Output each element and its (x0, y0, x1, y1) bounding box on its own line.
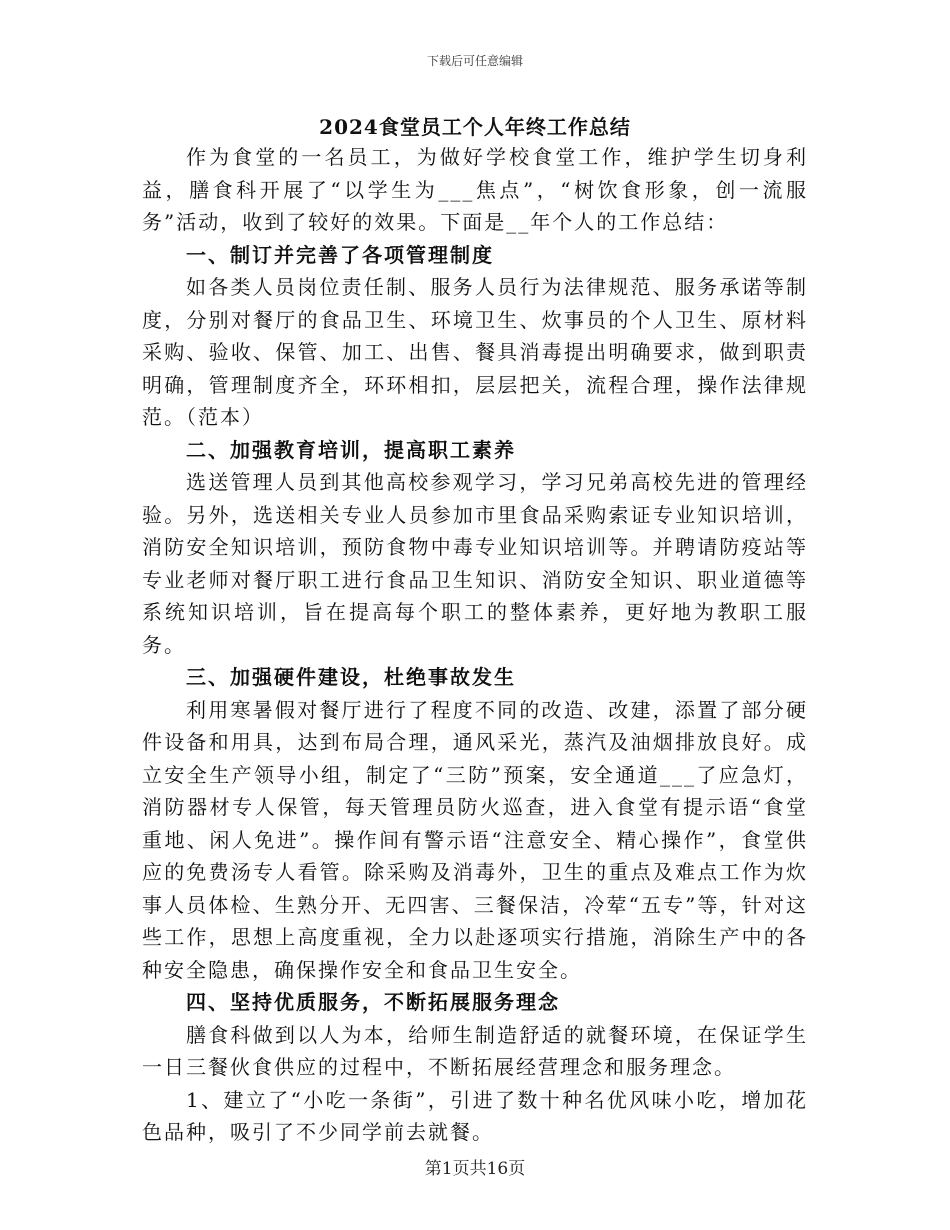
section-heading-2: 二、加强教育培训，提高职工素养 (186, 437, 516, 462)
document-body (142, 141, 808, 1149)
intro-paragraph: 作为食堂的一名员工，为做好学校食堂工作，维护学生切身利益，膳食科开展了“以学生为___焦点”，“树饮食形象，创一流服务”活动，收到了较好的效果。下面是__年个人的工作总结： (142, 145, 808, 234)
section-3-paragraph-1: 利用寒暑假对餐厅进行了程度不同的改造、改建，添置了部分硬件设备和用具，达到布局合理，通风采光，蒸汽及油烟排放良好。成立安全生产领导小组，制定了“三防”预案，安全通道___了应急灯，消防器材专人保管，每天管理员防火巡查，进入食堂有提示语“食堂重地、闲人免进”。操作间有警示语“注意安全、精心操作”，食堂供应的免费汤专人看管。除采购及消毒外，卫生的重点及难点工作为炊事人员体检、生熟分开、无四害、三餐保洁，冷荤“五专”等，针对这些工作，思想上高度重视，全力以赴逐项实行措施，消除生产中的各种安全隐患，确保操作安全和食品卫生安全。 (142, 697, 808, 982)
section-heading-1: 一、制订并完善了各项管理制度 (186, 242, 494, 267)
section-4-paragraph-2: 1、建立了“小吃一条街”，引进了数十种名优风味小吃，增加花色品种，吸引了不少同学前去就餐。 (142, 1087, 808, 1144)
header-note: 下载后可任意编辑 (426, 54, 523, 68)
document-title: 2024食堂员工个人年终工作总结 (319, 115, 631, 139)
page-number-footer: 第1页共16页 (424, 1159, 526, 1179)
section-2-paragraph-1: 选送管理人员到其他高校参观学习，学习兄弟高校先进的管理经验。另外，选送相关专业人员参加市里食品采购索证专业知识培训，消防安全知识培训，预防食物中毒专业知识培训等。并聘请防疫站等专业老师对餐厅职工进行食品卫生知识、消防安全知识、职业道德等系统知识培训，旨在提高每个职工的整体素养，更好地为教职工服务。 (142, 470, 808, 657)
section-heading-4: 四、坚持优质服务，不断拓展服务理念 (186, 990, 560, 1014)
section-1-paragraph-1: 如各类人员岗位责任制、服务人员行为法律规范、服务承诺等制度，分别对餐厅的食品卫生、环境卫生、炊事员的个人卫生、原材料采购、验收、保管、加工、出售、餐具消毒提出明确要求，做到职责明确，管理制度齐全，环环相扣，层层把关，流程合理，操作法律规范。（范本） (142, 275, 808, 429)
section-4-paragraph-1: 膳食科做到以人为本，给师生制造舒适的就餐环境，在保证学生一日三餐伙食供应的过程中，不断拓展经营理念和服务理念。 (142, 1022, 808, 1079)
section-heading-3: 三、加强硬件建设，杜绝事故发生 (186, 665, 516, 689)
